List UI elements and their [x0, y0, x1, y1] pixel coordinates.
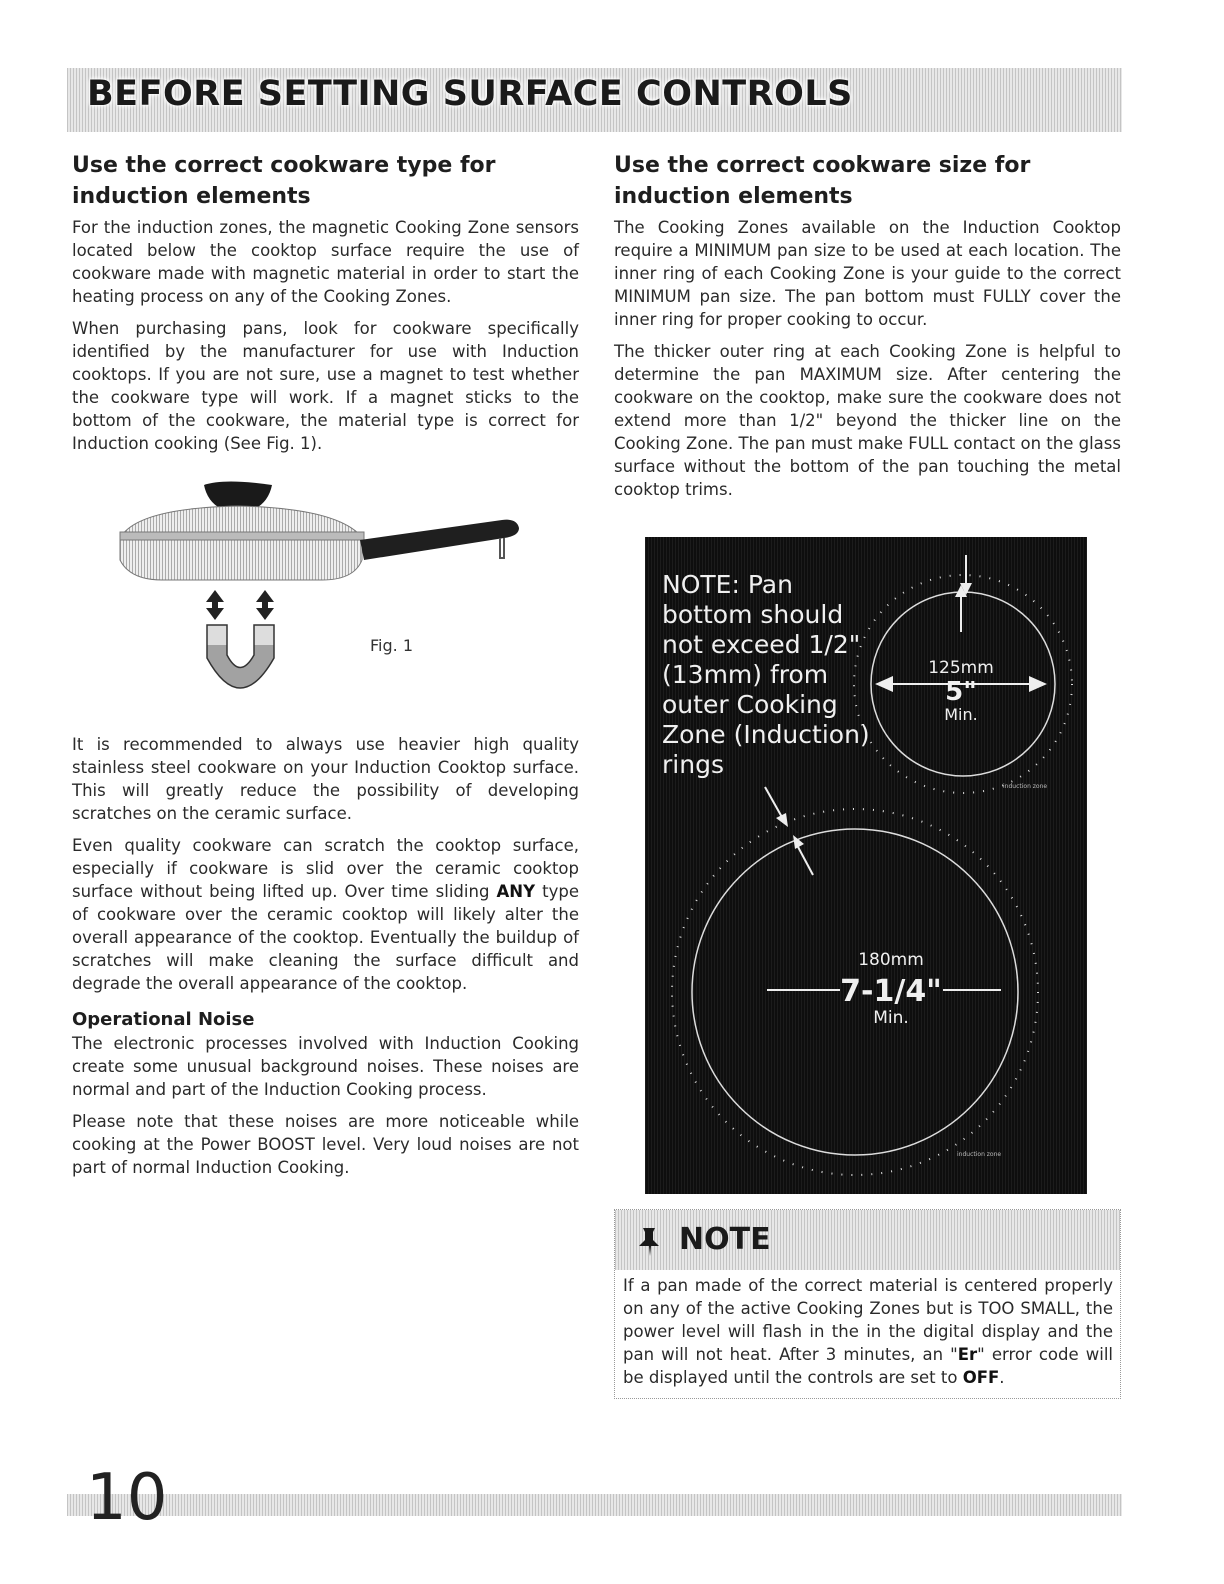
pan-lid-shape	[122, 506, 360, 535]
small-zone-mm-label: 125mm	[928, 658, 994, 678]
left-paragraph-3: It is recommended to always use heavier high quality stainless steel cookware on your Induction Cooktop surface. This will greatly reduce the possibility of developing scratches on the ceramic surface.	[72, 735, 579, 823]
pushpin-icon	[633, 1224, 667, 1258]
page-number: 10	[86, 1461, 168, 1535]
right-column	[614, 150, 1121, 510]
left-paragraph-1: For the induction zones, the magnetic Cooking Zone sensors located below the cooktop surface require the use of cookware made with magnetic material in order to start the heating process on any of the Cooking Zones.	[72, 218, 579, 306]
small-zone-min-label: Min.	[944, 705, 978, 724]
pan-body-shape	[120, 535, 362, 580]
small-zone-inch-label: 5"	[945, 677, 977, 707]
page-title: BEFORE SETTING SURFACE CONTROLS	[87, 74, 853, 114]
left-column-lower	[72, 733, 579, 1188]
figure-caption: Fig. 1	[370, 636, 413, 655]
note-text: If a pan made of the correct material is centered properly on any of the active Cooking Zones but is TOO SMALL, the power level will flash in the in the digital display and the pan will not heat. After 3 minutes, an "Er" error code will be displayed until the controls are set to OFF.	[623, 1276, 1113, 1387]
right-heading: Use the correct cookware size for induction elements	[614, 153, 1031, 209]
diagram-note-line-6: Zone (Induction)	[662, 720, 870, 749]
left-paragraph-5: The electronic processes involved with Induction Cooking create some unusual background noises. These noises are normal and part of the Induction Cooking process.	[72, 1034, 579, 1099]
right-paragraph-2: The thicker outer ring at each Cooking Zone is helpful to determine the pan MAXIMUM size. After centering the cookware on the cooktop, make sure the cookware does not extend more than 1/2" beyond the thicker line on the Cooking Zone. The pan must make FULL contact on the glass surface without the bottom of the pan touching the metal cooktop trims.	[614, 342, 1121, 499]
diagram-note-line-4: (13mm) from	[662, 660, 829, 689]
header-band	[67, 68, 1122, 132]
pan-magnet-figure	[72, 480, 579, 710]
diagram-note-line-1: NOTE: Pan	[662, 570, 793, 599]
attraction-arrows	[206, 590, 274, 620]
handle-hook-shape	[500, 538, 504, 558]
pan-handle-shape	[360, 520, 519, 560]
diagram-note-line-3: not exceed 1/2"	[662, 630, 861, 659]
left-paragraph-2: When purchasing pans, look for cookware specifically identified by the manufacturer for use with Induction cooktops. If you are not sure, use a magnet to test whether the cookware type will work. If a magnet sticks to the bottom of the cookware, the material type is correct for Induction cooking (See Fig. 1).	[72, 319, 579, 453]
left-heading: Use the correct cookware type for induction elements	[72, 153, 496, 209]
left-paragraph-6: Please note that these noises are more noticeable while cooking at the Power BOOST level. Very loud noises are not part of normal Induction Cooking.	[72, 1112, 579, 1177]
emphasis-off: OFF	[962, 1368, 1000, 1387]
diagram-note-line-5: outer Cooking	[662, 690, 838, 719]
cooktop-zone-diagram	[645, 537, 1087, 1194]
note-box	[614, 1209, 1121, 1399]
emphasis-any: ANY	[496, 882, 536, 901]
small-zone-type-label: induction zone	[1003, 783, 1048, 790]
large-zone-mm-label: 180mm	[858, 950, 924, 970]
note-header	[615, 1210, 1120, 1270]
pan-rim-shape	[120, 532, 364, 540]
large-zone-type-label: induction zone	[957, 1151, 1002, 1158]
large-zone-inch-label: 7-1/4"	[840, 974, 942, 1009]
diagram-note-line-2: bottom should	[662, 600, 844, 629]
diagram-note-line-7: rings	[662, 750, 724, 779]
footer-band	[67, 1494, 1122, 1516]
left-column	[72, 150, 579, 464]
note-title: NOTE	[679, 1222, 771, 1257]
large-zone-min-label: Min.	[873, 1008, 909, 1028]
left-paragraph-4: Even quality cookware can scratch the cooktop surface, especially if cookware is slid over the ceramic cooktop surface without being lifted up. Over time sliding ANY type of cookware over the ceramic cooktop will likely alter the overall appearance of the cooktop. Eventually the buildup of scratches will make cleaning the surface difficult and degrade the overall appearance of the cooktop.	[72, 836, 579, 993]
right-paragraph-1: The Cooking Zones available on the Induction Cooktop require a MINIMUM pan size to be used at each location. The inner ring of each Cooking Zone is your guide to the correct MINIMUM pan size. The pan bottom must FULLY cover the inner ring for proper cooking to occur.	[614, 218, 1121, 329]
operational-noise-heading: Operational Noise	[72, 1009, 255, 1030]
emphasis-er: Er	[957, 1345, 978, 1364]
